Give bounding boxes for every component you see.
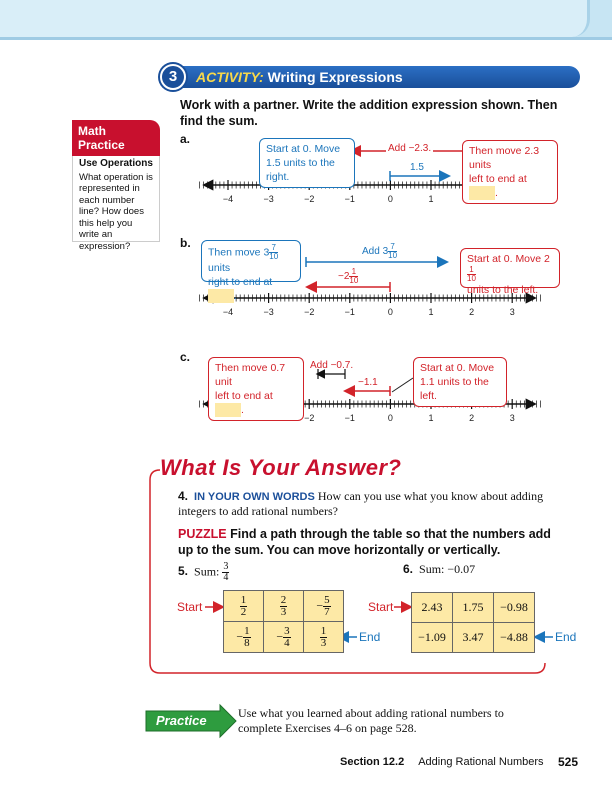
cell-frac: $\frac{2}{3}$	[280, 593, 287, 618]
cell-frac: $\frac{5}{7}$	[324, 593, 330, 618]
b-add-text: Add 3	[362, 246, 389, 258]
tick-label: 0	[387, 413, 393, 423]
table-cell: −0.98	[494, 593, 535, 623]
tick-label: 0	[387, 194, 393, 204]
ex6-sum-label: Sum: −0.07	[419, 562, 476, 576]
exercise-5-label	[178, 562, 229, 583]
b-seg-frac	[349, 268, 358, 285]
b-seg-frac-d: 10	[349, 276, 359, 285]
tick-label: −4	[222, 307, 234, 317]
ex5-table	[223, 590, 344, 653]
table-cell: −1.09	[412, 623, 453, 653]
c-seg-label: −1.1	[358, 377, 378, 388]
ex6-number: 6.	[403, 562, 414, 576]
puzzle-tag: PUZZLE	[178, 527, 227, 541]
b-add-label	[362, 243, 397, 260]
q4-text: How can you use what you know about adding integers to add rational numbers?	[178, 489, 544, 518]
footer-section: Section 12.2	[340, 756, 405, 768]
activity-intro: Work with a partner. Write the addition expression shown. Then find the sum.	[180, 98, 558, 128]
b-blue-frac-d: 10	[269, 252, 279, 261]
tick-label: 0	[387, 307, 393, 317]
b-callout-blue: Then move 3 $\frac{7}{10}$ units right to end at .	[201, 240, 301, 282]
b-seg-frac-n: 1	[349, 268, 358, 277]
tick-label: −2	[304, 194, 315, 204]
a-add-label: Add −2.3.	[388, 143, 432, 154]
ex5-sum-label: Sum:	[194, 564, 220, 579]
c-pointer-line	[392, 378, 413, 392]
table-cell: 2.43	[412, 593, 453, 623]
b-blue-line1: Then move 3	[208, 246, 270, 259]
b-answer-blank	[208, 289, 234, 303]
activity-number: 3	[160, 64, 186, 90]
c-callout-red-right: Start at 0. Move 1.1 units to the left.	[413, 357, 507, 407]
q4-number: 4.	[178, 489, 189, 503]
ex5-end-label: End	[359, 630, 381, 644]
b-red-frac-d: 10	[467, 274, 476, 283]
b-seg-label	[338, 268, 358, 285]
c-add-label: Add −0.7.	[310, 360, 354, 371]
mp-body: What operation is represented in each number line? How does this help you write an expression?	[79, 171, 153, 252]
b-blue-frac	[269, 244, 278, 261]
tick-label: −4	[222, 194, 234, 204]
c-left-line2: left to end at	[215, 390, 273, 402]
a-callout-blue: Start at 0. Move 1.5 units to the right.	[259, 138, 355, 188]
page-number: 525	[558, 755, 579, 769]
exercise-6-label	[403, 562, 475, 577]
b-add-frac	[388, 243, 397, 260]
ex5-start-label: Start	[177, 600, 203, 614]
answer-section-title: What Is Your Answer?	[160, 455, 402, 480]
tick-label: 2	[469, 307, 475, 317]
b-seg-text: −2	[338, 271, 350, 283]
q4-tag: IN YOUR OWN WORDS	[194, 491, 315, 503]
activity-title-text: Writing Expressions	[267, 69, 403, 85]
tick-label: −1	[344, 194, 355, 204]
tick-label: 1	[428, 194, 434, 204]
tick-label: −2	[304, 413, 315, 423]
b-blue-frac-n: 7	[269, 244, 278, 253]
a-answer-blank	[469, 186, 495, 200]
tick-label: 1	[428, 413, 434, 423]
practice-button-label: Practice	[156, 713, 207, 728]
b-blue-line2: right to end at	[208, 276, 273, 288]
table-cell	[304, 622, 344, 653]
a-red-line2: left to end at	[469, 173, 527, 185]
tick-label: −3	[263, 194, 274, 204]
b-red-frac	[467, 266, 476, 283]
table-row	[412, 593, 535, 623]
ex5-sum-frac	[222, 562, 229, 583]
tick-label: −1	[344, 307, 355, 317]
ex6-start-label: Start	[368, 600, 394, 614]
tick-label: −3	[263, 307, 274, 317]
mp-subtitle: Use Operations	[79, 158, 153, 169]
footer-title: Adding Rational Numbers	[418, 756, 544, 768]
footer	[340, 756, 544, 768]
table-cell: −4.88	[494, 623, 535, 653]
cell-sign: −	[276, 628, 284, 643]
ex6-end-label: End	[555, 630, 577, 644]
b-red-line1: Start at 0. Move 2	[467, 253, 550, 265]
ex5-number: 5.	[178, 564, 189, 579]
part-c-label: c.	[180, 350, 191, 364]
table-cell	[304, 591, 344, 622]
table-cell	[224, 591, 264, 622]
a-callout-red: Then move 2.3 units left to end at .	[462, 140, 558, 204]
tick-label: 3	[509, 413, 515, 423]
table-row	[412, 623, 535, 653]
part-b-label: b.	[180, 236, 191, 250]
b-add-frac-d: 10	[388, 251, 398, 260]
ex5-sum-d: 4	[223, 572, 229, 583]
c-left-line1: Then move 0.7 unit	[215, 362, 286, 388]
table-cell	[224, 622, 264, 653]
ex6-table	[411, 592, 535, 653]
tick-label: 2	[469, 413, 475, 423]
cell-sign: −	[316, 597, 324, 612]
b-add-frac-n: 7	[388, 243, 397, 252]
a-red-line1: Then move 2.3 units	[469, 145, 540, 171]
tick-label: −1	[344, 413, 355, 423]
cell-sign: −	[236, 628, 244, 643]
puzzle-text: Find a path through the table so that the numbers add up to the sum. You can move horizontally or vertically.	[178, 527, 551, 557]
ex5-sum-n: 3	[223, 561, 229, 572]
table-row	[224, 622, 344, 653]
tick-label: 1	[428, 307, 434, 317]
table-cell	[264, 591, 304, 622]
practice-text: Use what you learned about adding rational numbers to complete Exercises 4–6 on page 528.	[238, 706, 504, 735]
b-red-line2: units to the left.	[467, 284, 539, 296]
b-blue-line1b: units	[208, 262, 231, 274]
a-seg-label: 1.5	[410, 162, 424, 173]
table-row	[224, 591, 344, 622]
c-answer-blank	[215, 403, 241, 417]
c-callout-red-left: Then move 0.7 unit left to end at .	[208, 357, 304, 421]
activity-label: ACTIVITY:	[196, 69, 264, 85]
tick-label: 3	[509, 307, 515, 317]
mp-line2: Practice	[78, 138, 125, 152]
b-red-frac-n: 1	[467, 266, 476, 275]
table-cell: 1.75	[453, 593, 494, 623]
mp-line1: Math	[78, 124, 106, 138]
b-callout-red	[460, 248, 560, 296]
table-cell	[264, 622, 304, 653]
table-cell: 3.47	[453, 623, 494, 653]
cell-frac: $\frac{3}{4}$	[284, 624, 290, 649]
puzzle-instructions	[178, 526, 568, 558]
cell-frac: $\frac{1}{8}$	[244, 624, 250, 649]
tick-label: −2	[304, 307, 315, 317]
cell-frac: $\frac{1}{3}$	[320, 624, 327, 649]
question-4	[178, 489, 558, 519]
part-a-label: a.	[180, 132, 191, 146]
cell-frac: $\frac{1}{2}$	[240, 593, 247, 618]
